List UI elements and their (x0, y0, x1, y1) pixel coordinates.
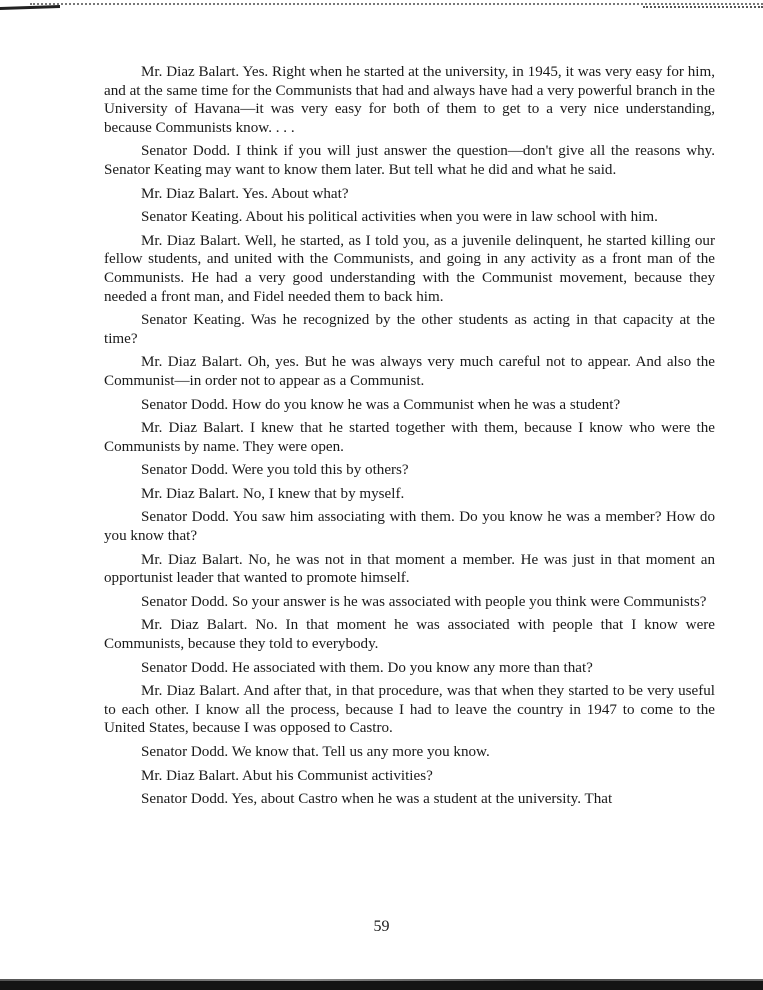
testimony-paragraph: Senator Keating. About his political activities when you were in law school with him. (141, 209, 658, 226)
testimony-paragraph: Mr. Diaz Balart. No. In that moment he was associated with people that I know were Communists, because they told to everybody. (104, 617, 715, 653)
testimony-paragraph: Senator Dodd. Were you told this by others? (141, 462, 409, 479)
testimony-paragraph: Mr. Diaz Balart. No, he was not in that moment a member. He was just in that moment an opportunist leader that wanted to promote himself. (104, 551, 715, 587)
scan-bottom-bar (0, 981, 763, 990)
testimony-paragraph: Mr. Diaz Balart. Oh, yes. But he was always very much careful not to appear. And also the Communist—in order not to appear as a Communist. (104, 354, 715, 389)
scan-artifact-mark (0, 5, 60, 10)
testimony-paragraph: Mr. Diaz Balart. Abut his Communist activities? (141, 767, 433, 784)
testimony-paragraph: Mr. Diaz Balart. I knew that he started together with them, because I know who were the Communists by name. They were open. (104, 420, 715, 455)
testimony-paragraph: Senator Dodd. How do you know he was a Communist when he was a student? (141, 396, 621, 413)
testimony-paragraph: Senator Dodd. So your answer is he was associated with people you think were Communists? (141, 593, 707, 610)
testimony-paragraph: Senator Dodd. Yes, about Castro when he was a student at the university. That (141, 791, 613, 808)
page-number: 59 (373, 918, 390, 935)
testimony-paragraph: Mr. Diaz Balart. And after that, in that procedure, was that when they started to be very useful to each other. I know all the process, because I had to leave the country in 1947 to come to the United States, because I was opposed to Castro. (104, 683, 715, 737)
testimony-paragraph: Mr. Diaz Balart. No, I knew that by myself. (141, 485, 405, 502)
testimony-paragraph: Senator Dodd. He associated with them. Do you know any more than that? (141, 659, 593, 676)
testimony-paragraph: Mr. Diaz Balart. Yes. About what? (141, 185, 349, 202)
testimony-paragraph: Mr. Diaz Balart. Yes. Right when he started at the university, in 1945, it was very easy for him, and at the same time for the Communists that had and always have had a very powerful branch in the University of Havana—it was very easy for both of them to get to a very nice understanding, because Communists know. . . . (104, 64, 715, 136)
scan-top-edge (0, 0, 763, 14)
scan-artifact-noise (643, 0, 763, 8)
testimony-paragraph: Senator Dodd. We know that. Tell us any more you know. (141, 744, 490, 760)
testimony-paragraph: Senator Keating. Was he recognized by the other students as acting in that capacity at the time? (104, 312, 715, 347)
testimony-paragraph: Mr. Diaz Balart. Well, he started, as I told you, as a juvenile delinquent, he started killing our fellow students, and united with the Communists, and going in any activity as a front man of the Communists. He had a very good understanding with the Communist movement, because they needed a front man, and Fidel needed them to back him. (104, 232, 715, 305)
testimony-paragraph: Senator Dodd. I think if you will just answer the question—don't give all the reasons why. Senator Keating may want to know them later. But tell what he did and what he said. (104, 143, 715, 178)
testimony-paragraph: Senator Dodd. You saw him associating with them. Do you know he was a member? How do you know that? (104, 509, 715, 545)
transcript-body (104, 63, 715, 814)
